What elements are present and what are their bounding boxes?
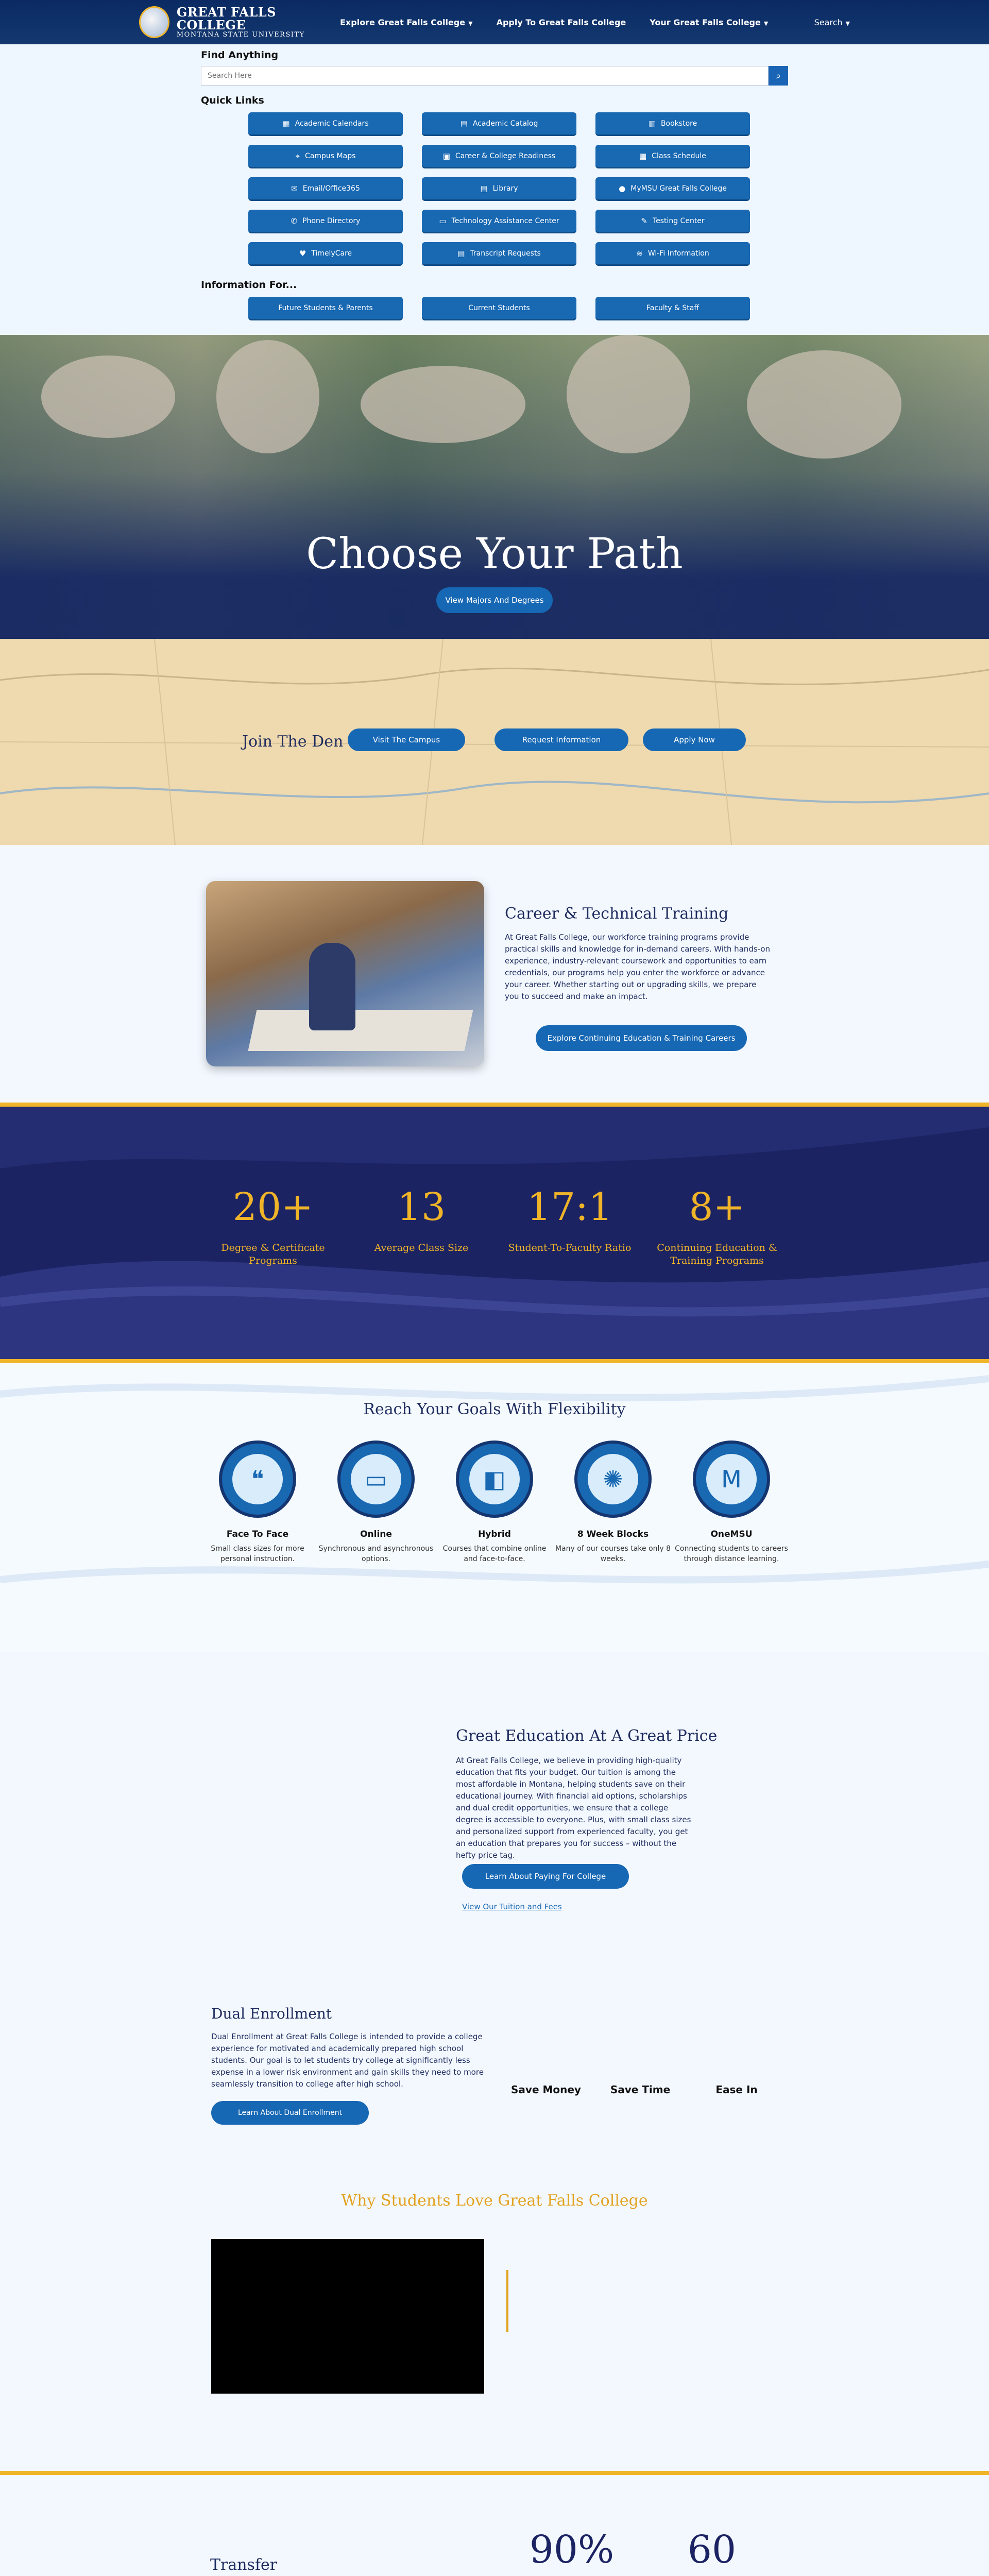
quick-link-phone-directory[interactable] bbox=[248, 210, 403, 233]
quick-link-label: Academic Catalog bbox=[472, 119, 538, 128]
quick-link-label: Wi-Fi Information bbox=[647, 249, 709, 258]
stat-programs bbox=[206, 1185, 340, 1267]
gold-divider bbox=[0, 2471, 989, 2475]
quick-link-mymsu[interactable] bbox=[595, 177, 750, 201]
search-link[interactable] bbox=[814, 18, 850, 27]
hero-photo-figure bbox=[747, 350, 901, 459]
search-icon: ⌕ bbox=[775, 70, 781, 81]
hero-photo-figure bbox=[361, 366, 525, 443]
main-nav bbox=[340, 18, 804, 27]
flexibility-section bbox=[0, 1363, 989, 1652]
quick-link-label: Technology Assistance Center bbox=[451, 216, 559, 225]
tuition-fees-link[interactable]: View Our Tuition and Fees bbox=[462, 1902, 562, 1911]
lightbulb-icon: ✺ bbox=[588, 1454, 638, 1504]
flex-card-badge bbox=[574, 1440, 652, 1518]
search-input[interactable] bbox=[201, 66, 769, 86]
visit-campus-button[interactable]: Visit The Campus bbox=[348, 728, 465, 751]
phone-icon: ✆ bbox=[291, 216, 298, 226]
flex-card-face-to-face bbox=[198, 1440, 317, 1564]
quick-links-grid bbox=[248, 112, 788, 266]
quick-link-timelycare[interactable] bbox=[248, 242, 403, 266]
chat-icon: ❝ bbox=[232, 1454, 283, 1504]
flex-card-badge bbox=[337, 1440, 415, 1518]
quick-link-label: MyMSU Great Falls College bbox=[630, 184, 727, 193]
library-icon: ▤ bbox=[480, 183, 488, 193]
quick-link-testing-center[interactable] bbox=[595, 210, 750, 233]
chevron-down-icon: ▼ bbox=[468, 20, 473, 27]
price-body: At Great Falls College, we believe in providing high-quality education that fits your budget. Our tuition is among the most affordable in Montana, helping students save on their educational journey. With financial aid options, scholarships and dual credit opportunities, we ensure that a college degree is accessible to everyone. Plus, with small class sizes and personalized support from experienced faculty, you get an education that prepares you for success – without the hefty price tag. bbox=[456, 1756, 691, 1860]
flex-card-title: 8 Week Blocks bbox=[577, 1529, 649, 1539]
information-for-title: Information For... bbox=[201, 279, 297, 291]
college-logo[interactable] bbox=[139, 6, 340, 39]
quick-link-label: Testing Center bbox=[652, 216, 705, 225]
quick-link-email[interactable] bbox=[248, 177, 403, 201]
logo-subtitle: MONTANA STATE UNIVERSITY bbox=[176, 31, 305, 39]
quick-link-label: TimelyCare bbox=[311, 249, 352, 258]
request-information-button[interactable]: Request Information bbox=[494, 728, 628, 751]
stat-continuing-ed bbox=[650, 1185, 784, 1267]
quick-link-library[interactable] bbox=[422, 177, 576, 201]
nav-explore-label: Explore Great Falls College bbox=[340, 17, 466, 27]
join-the-den-section bbox=[0, 639, 989, 845]
gold-divider bbox=[0, 1103, 989, 1107]
find-anything-title: Find Anything bbox=[201, 49, 279, 61]
flex-card-online bbox=[317, 1440, 435, 1564]
flex-card-badge bbox=[219, 1440, 296, 1518]
price-title: Great Education At A Great Price bbox=[456, 1727, 718, 1745]
stat-value: 17:1 bbox=[526, 1185, 613, 1229]
nav-your-college[interactable] bbox=[650, 18, 768, 27]
info-future-students[interactable]: Future Students & Parents bbox=[248, 297, 403, 320]
flex-card-text: Courses that combine online and face-to-face. bbox=[442, 1545, 547, 1563]
transfer-section bbox=[0, 2475, 989, 2576]
photo-workbench bbox=[248, 1010, 473, 1051]
hero-title: Choose Your Path bbox=[306, 530, 683, 579]
quick-link-label: Transcript Requests bbox=[470, 249, 541, 258]
quick-link-label: Career & College Readiness bbox=[455, 151, 556, 160]
learn-dual-enrollment-button[interactable]: Learn About Dual Enrollment bbox=[211, 2101, 369, 2125]
nav-your-college-label: Your Great Falls College bbox=[650, 17, 761, 27]
user-icon: ● bbox=[619, 183, 626, 193]
explore-continuing-education-button[interactable]: Explore Continuing Education & Training Careers bbox=[536, 1025, 747, 1051]
site-search bbox=[201, 66, 788, 86]
chevron-down-icon: ▼ bbox=[763, 20, 769, 27]
flex-card-text: Connecting students to careers through distance learning. bbox=[675, 1545, 788, 1563]
why-title: Why Students Love Great Falls College bbox=[341, 2192, 648, 2210]
quick-link-wifi[interactable] bbox=[595, 242, 750, 266]
hybrid-icon: ◧ bbox=[469, 1454, 520, 1504]
transfer-stat-percent bbox=[505, 2528, 639, 2576]
quick-link-campus-maps[interactable] bbox=[248, 145, 403, 168]
perk-save-time: Save Time bbox=[610, 2083, 671, 2096]
stat-label: Continuing Education & Training Programs bbox=[657, 1242, 777, 1266]
gold-divider bbox=[0, 1359, 989, 1363]
workshop-photo bbox=[206, 881, 484, 1066]
paying-for-college-button[interactable]: Learn About Paying For College bbox=[462, 1864, 629, 1889]
dual-title: Dual Enrollment bbox=[211, 2005, 332, 2022]
apply-now-button[interactable]: Apply Now bbox=[643, 728, 746, 751]
flex-card-onemsu bbox=[672, 1440, 791, 1564]
stat-value: 90% bbox=[529, 2528, 615, 2572]
map-icon: ⌖ bbox=[295, 151, 300, 161]
quick-link-class-schedule[interactable] bbox=[595, 145, 750, 168]
flex-card-badge bbox=[693, 1440, 770, 1518]
stat-ratio bbox=[503, 1185, 637, 1255]
dual-enrollment-section bbox=[0, 1971, 989, 2188]
nav-explore[interactable] bbox=[340, 18, 473, 27]
quick-link-academic-calendars[interactable] bbox=[248, 112, 403, 136]
why-students-love-section bbox=[0, 2188, 989, 2471]
stats-section bbox=[0, 1107, 989, 1359]
stat-value: 8+ bbox=[689, 1185, 745, 1229]
career-body: At Great Falls College, our workforce training programs provide practical skills and knowledge for in-demand careers. With hands-on experience, industry-relevant coursework and opportunities to earn credentials, our programs help you enter the workforce or advance your career. Whether starting out or upgrading skills, we prepare you to succeed and make an impact. bbox=[505, 933, 771, 1001]
quick-link-academic-catalog[interactable] bbox=[422, 112, 576, 136]
search-link-label: Search bbox=[814, 17, 843, 27]
flex-card-text: Small class sizes for more personal instruction. bbox=[211, 1545, 304, 1563]
join-the-den-title: Join The Den bbox=[242, 733, 344, 751]
tech-icon: ▭ bbox=[439, 216, 447, 226]
quick-link-bookstore[interactable] bbox=[595, 112, 750, 136]
accent-bar bbox=[506, 2270, 508, 2332]
bookstore-icon: ▥ bbox=[648, 118, 656, 128]
info-faculty-staff[interactable]: Faculty & Staff bbox=[595, 297, 750, 320]
stat-label: Average Class Size bbox=[374, 1242, 469, 1253]
quick-link-label: Library bbox=[492, 184, 518, 193]
dual-body: Dual Enrollment at Great Falls College is intended to provide a college experience for motivated and academically prepared high school students. Our goal is to let students try college at significantly less expense in a lower risk environment and gain skills they need to more seamlessly transition to college after high school. bbox=[211, 2032, 484, 2089]
search-button[interactable] bbox=[769, 66, 788, 86]
quick-link-transcripts[interactable] bbox=[422, 242, 576, 266]
stat-class-size bbox=[354, 1185, 488, 1255]
perk-save-money: Save Money bbox=[511, 2083, 581, 2096]
information-for-grid bbox=[248, 297, 788, 320]
quick-links-title: Quick Links bbox=[201, 95, 264, 106]
stat-value: 13 bbox=[397, 1185, 446, 1229]
nav-apply[interactable]: Apply To Great Falls College bbox=[496, 17, 626, 27]
quick-link-label: Academic Calendars bbox=[295, 119, 369, 128]
calendar-icon: ▦ bbox=[282, 118, 290, 128]
flex-card-8-week bbox=[554, 1440, 672, 1564]
transcript-icon: ▤ bbox=[457, 248, 465, 258]
flex-card-badge bbox=[456, 1440, 533, 1518]
quick-link-label: Email/Office365 bbox=[302, 184, 360, 193]
book-icon: ▤ bbox=[460, 118, 468, 128]
email-icon: ✉ bbox=[291, 183, 298, 193]
testing-icon: ✎ bbox=[641, 216, 647, 226]
flex-card-title: Hybrid bbox=[478, 1529, 511, 1539]
site-header bbox=[0, 0, 989, 44]
logo-emblem-icon bbox=[139, 6, 169, 38]
schedule-icon: ▦ bbox=[639, 151, 647, 161]
briefcase-icon: ▣ bbox=[442, 151, 450, 161]
stat-label: Student-To-Faculty Ratio bbox=[508, 1242, 632, 1253]
quick-link-career-readiness[interactable] bbox=[422, 145, 576, 168]
perk-ease-in: Ease In bbox=[715, 2083, 758, 2096]
quick-link-label: Phone Directory bbox=[302, 216, 361, 225]
flex-card-hybrid bbox=[435, 1440, 554, 1564]
transfer-title: Transfer bbox=[210, 2556, 278, 2574]
video-player[interactable] bbox=[211, 2239, 484, 2394]
hero-photo-figure bbox=[41, 355, 175, 438]
find-anything-panel bbox=[0, 44, 989, 335]
hero-banner bbox=[0, 335, 989, 639]
wifi-icon: ≋ bbox=[636, 248, 643, 258]
stat-label: Degree & Certificate Programs bbox=[221, 1242, 325, 1266]
quick-link-label: Campus Maps bbox=[305, 151, 356, 160]
flex-card-title: Online bbox=[360, 1529, 392, 1539]
flexibility-title: Reach Your Goals With Flexibility bbox=[363, 1400, 626, 1418]
stat-value: 20+ bbox=[232, 1185, 314, 1229]
hero-photo-figure bbox=[567, 335, 690, 453]
view-majors-button[interactable]: View Majors And Degrees bbox=[436, 587, 553, 613]
career-title: Career & Technical Training bbox=[505, 905, 729, 923]
flex-card-title: Face To Face bbox=[226, 1529, 289, 1539]
quick-link-label: Class Schedule bbox=[652, 151, 706, 160]
flex-card-text: Synchronous and asynchronous options. bbox=[318, 1545, 434, 1563]
heart-icon: ♥ bbox=[299, 248, 306, 258]
info-current-students[interactable]: Current Students bbox=[422, 297, 576, 320]
logo-title: GREAT FALLS COLLEGE bbox=[176, 4, 276, 33]
flex-card-title: OneMSU bbox=[710, 1529, 753, 1539]
hero-photo-figure bbox=[216, 340, 319, 453]
montana-icon: M bbox=[706, 1454, 757, 1504]
wave-background bbox=[0, 1107, 989, 1359]
stat-value: 60 bbox=[687, 2528, 737, 2572]
quick-link-tech-assistance[interactable] bbox=[422, 210, 576, 233]
laptop-icon: ▭ bbox=[351, 1454, 401, 1504]
career-technical-section bbox=[0, 845, 989, 1103]
great-price-section bbox=[0, 1652, 989, 1971]
chevron-down-icon: ▼ bbox=[845, 20, 850, 27]
flex-card-text: Many of our courses take only 8 weeks. bbox=[555, 1545, 671, 1563]
quick-link-label: Bookstore bbox=[660, 119, 697, 128]
photo-student bbox=[309, 943, 355, 1030]
transfer-stat-credits bbox=[645, 2528, 779, 2576]
